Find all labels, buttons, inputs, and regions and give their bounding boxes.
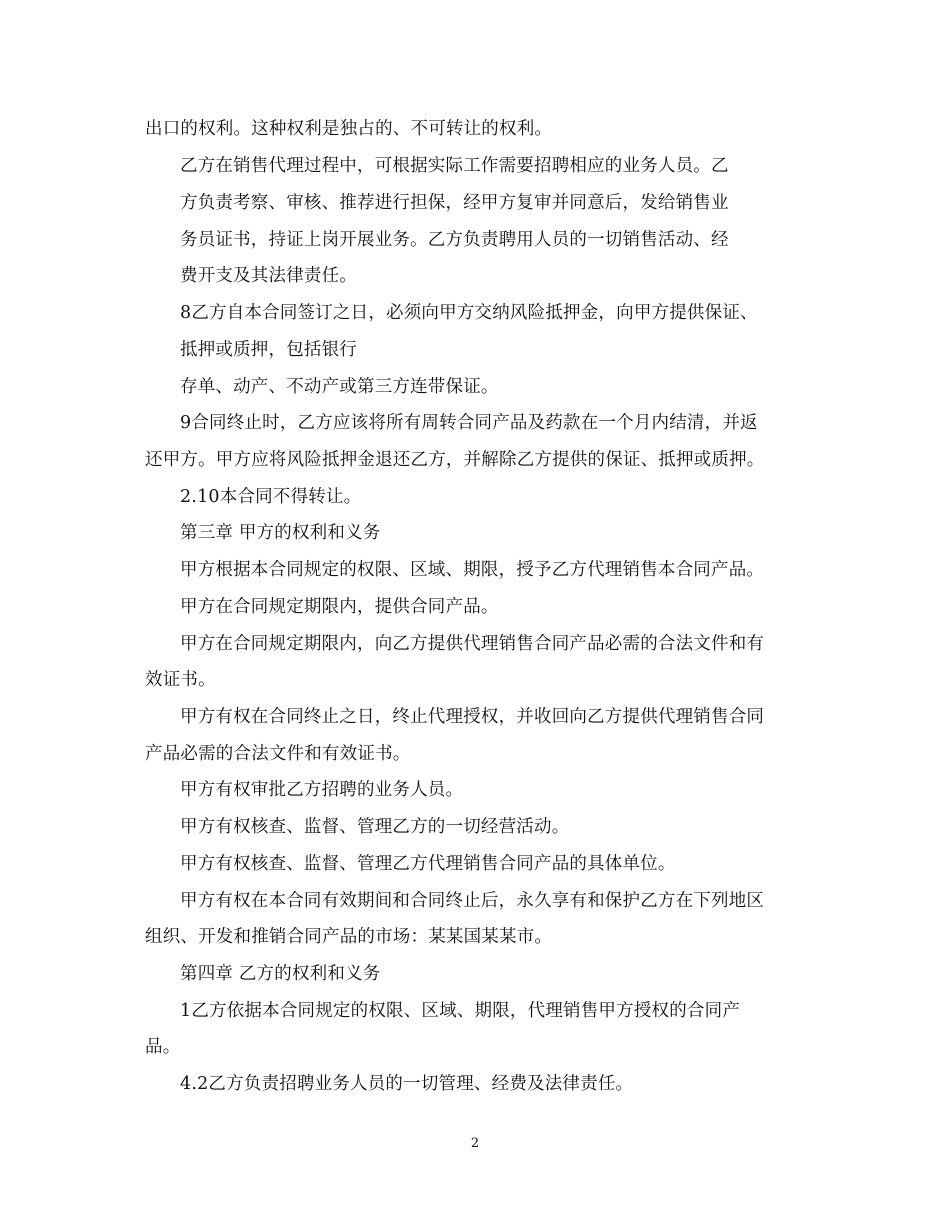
text-line: 方负责考察、审核、推荐进行担保，经甲方复审并同意后，发给销售业 <box>180 193 729 213</box>
text-line: 务员证书，持证上岗开展业务。乙方负责聘用人员的一切销售活动、经 <box>180 230 729 250</box>
text-line: 甲方根据本合同规定的权限、区域、期限，授予乙方代理销售本合同产品。 <box>180 560 765 580</box>
text-line: 8乙方自本合同签订之日，必须向甲方交纳风险抵押金，向甲方提供保证、 <box>180 303 758 323</box>
text-line: 效证书。 <box>145 670 216 690</box>
text-line: 产品必需的合法文件和有效证书。 <box>145 744 411 764</box>
text-line: 出口的权利。这种权利是独占的、不可转让的权利。 <box>145 119 553 139</box>
text-line: 2.10本合同不得转让。 <box>180 487 362 507</box>
text-line: 品。 <box>145 1037 181 1057</box>
text-line: 组织、开发和推销合同产品的市场：某某国某某市。 <box>145 927 553 947</box>
text-line: 费开支及其法律责任。 <box>180 266 357 286</box>
text-line: 甲方有权核查、监督、管理乙方代理销售合同产品的具体单位。 <box>180 854 676 874</box>
chapter-heading: 第四章 乙方的权利和义务 <box>180 964 381 984</box>
text-line: 甲方有权在合同终止之日，终止代理授权，并收回向乙方提供代理销售合同 <box>180 707 765 727</box>
text-line: 存单、动产、不动产或第三方连带保证。 <box>180 377 499 397</box>
text-line: 1乙方依据本合同规定的权限、区域、期限，代理销售甲方授权的合同产 <box>180 1001 741 1021</box>
text-line: 4.2乙方负责招聘业务人员的一切管理、经费及法律责任。 <box>180 1074 634 1094</box>
text-line: 甲方有权核查、监督、管理乙方的一切经营活动。 <box>180 817 570 837</box>
text-line: 甲方有权审批乙方招聘的业务人员。 <box>180 780 464 800</box>
page-number: 2 <box>470 1136 480 1151</box>
text-line: 抵押或质押，包括银行 <box>180 340 357 360</box>
text-line: 还甲方。甲方应将风险抵押金退还乙方，并解除乙方提供的保证、抵押或质押。 <box>145 450 765 470</box>
text-line: 甲方有权在本合同有效期间和合同终止后，永久享有和保护乙方在下列地区 <box>180 891 765 911</box>
text-line: 乙方在销售代理过程中，可根据实际工作需要招聘相应的业务人员。乙 <box>180 156 729 176</box>
text-line: 甲方在合同规定期限内，提供合同产品。 <box>180 597 499 617</box>
text-line: 9合同终止时，乙方应该将所有周转合同产品及药款在一个月内结清，并返 <box>180 413 758 433</box>
chapter-heading: 第三章 甲方的权利和义务 <box>180 523 381 543</box>
text-line: 甲方在合同规定期限内，向乙方提供代理销售合同产品必需的合法文件和有 <box>180 634 765 654</box>
